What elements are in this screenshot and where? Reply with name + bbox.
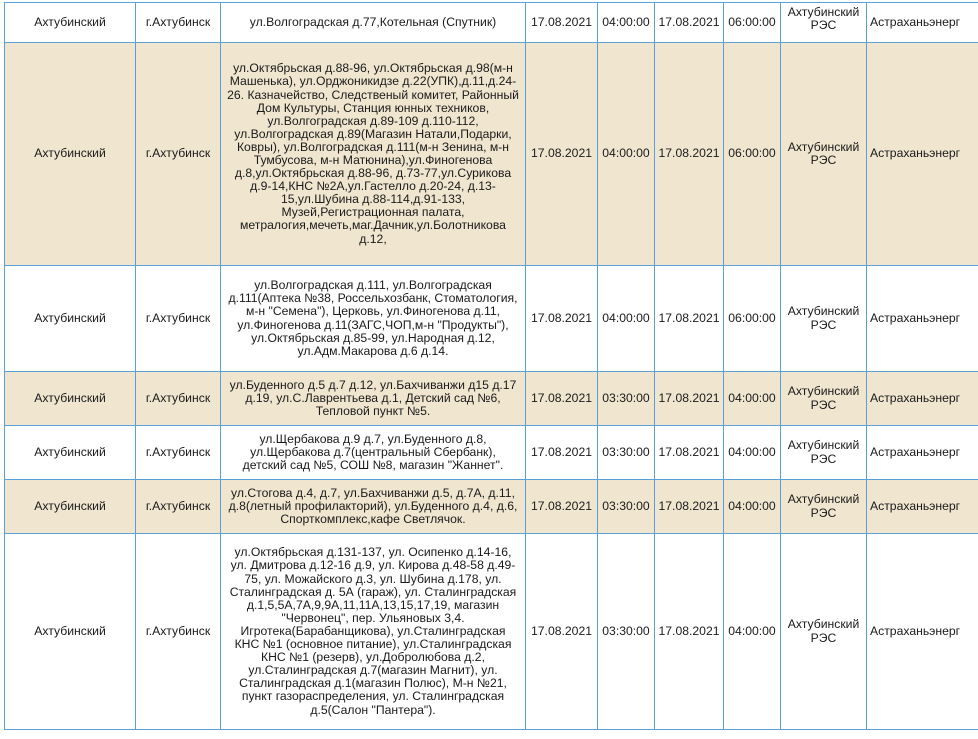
table-row: [5, 266, 978, 372]
start-date-cell: 17.08.2021: [526, 480, 598, 534]
outage-table: [4, 2, 978, 730]
district-cell: Ахтубинский: [5, 43, 136, 266]
end-date-cell: 17.08.2021: [655, 480, 724, 534]
organization-cell: Астраханьэнерг: [867, 372, 978, 426]
address-cell: ул.Октябрьская д.88-96, ул.Октябрьская д.98(м-н Машенька), ул.Орджоникидзе д.22(УПК),д.11,д.24-26. Казначейство, Следственый комитет, Районный Дом Культуры, Станция юнных техников, ул.Волгоградская д.89-109 д.110-112, ул.Волгоградская д.89(Магазин Натали,Подарки, Ковры), ул.Волгоградская д.111(м-н Зенина, м-н Тумбусова, м-н Матюнина),ул.Финогенова д.8,ул.Октябрьская д.88-96, д.73-77,ул.Сурикова д.9-14,КНС №2А,ул.Гастелло д.20-24, д.13-15,ул.Шубина д.88-114,д.91-133, Музей,Регистрационная палата, метралогия,мечеть,маг.Дачник,ул.Болотникова д.12,: [221, 43, 526, 266]
start-date-cell: 17.08.2021: [526, 3, 598, 43]
town-cell: г.Ахтубинск: [136, 534, 221, 730]
start-date-cell: 17.08.2021: [526, 426, 598, 480]
start-time-cell: 04:00:00: [598, 43, 655, 266]
table-row: [5, 534, 978, 730]
start-time-cell: 03:30:00: [598, 426, 655, 480]
end-time-cell: 04:00:00: [724, 480, 781, 534]
district-cell: Ахтубинский: [5, 3, 136, 43]
end-time-cell: 04:00:00: [724, 534, 781, 730]
table-row: [5, 43, 978, 266]
address-cell: ул.Волгоградская д.111, ул.Волгоградская д.111(Аптека №38, Россельхозбанк, Стоматология, м-н "Семена"), Церковь, ул.Финогенова д.11, ул.Финогенова д.11(ЗАГС,ЧОП,м-н "Продукты"), ул.Октябрьская д.85-99, ул.Народная д.12, ул.Адм.Макарова д.6 д.14.: [221, 266, 526, 372]
table-row: [5, 372, 978, 426]
town-cell: г.Ахтубинск: [136, 372, 221, 426]
end-time-cell: 04:00:00: [724, 426, 781, 480]
end-date-cell: 17.08.2021: [655, 372, 724, 426]
res-cell: Ахтубинский РЭС: [781, 266, 867, 372]
end-date-cell: 17.08.2021: [655, 266, 724, 372]
res-cell: Ахтубинский РЭС: [781, 426, 867, 480]
res-cell: Ахтубинский РЭС: [781, 3, 867, 43]
res-cell: Ахтубинский РЭС: [781, 534, 867, 730]
organization-cell: Астраханьэнерг: [867, 266, 978, 372]
organization-cell: Астраханьэнерг: [867, 43, 978, 266]
end-time-cell: 06:00:00: [724, 3, 781, 43]
table-row: [5, 3, 978, 43]
town-cell: г.Ахтубинск: [136, 480, 221, 534]
res-cell: Ахтубинский РЭС: [781, 43, 867, 266]
district-cell: Ахтубинский: [5, 480, 136, 534]
start-time-cell: 03:30:00: [598, 534, 655, 730]
end-time-cell: 04:00:00: [724, 372, 781, 426]
end-date-cell: 17.08.2021: [655, 43, 724, 266]
address-cell: ул.Стогова д.4, д.7, ул.Бахчиванжи д.5, д.7А, д.11, д.8(летный профилакторий), ул.Буденного д.4, д.6, Спорткомплекс,кафе Светлячок.: [221, 480, 526, 534]
town-cell: г.Ахтубинск: [136, 43, 221, 266]
start-time-cell: 03:30:00: [598, 372, 655, 426]
organization-cell: Астраханьэнерг: [867, 426, 978, 480]
address-cell: ул.Октябрьская д.131-137, ул. Осипенко д.14-16, ул. Дмитрова д.12-16 д.9, ул. Кирова д.48-58 д.49-75, ул. Можайского д.3, ул. Шубина д.178, ул. Сталинградская д. 5А (гараж), ул. Сталинградская д.1,5,5А,7А,9,9А,11,11А,13,15,17,19, магазин "Червонец", пер. Ульяновых 3,4. Игротека(Барабанщикова), ул.Сталинградская КНС №1 (основное питание), ул.Сталинградская КНС №1 (резерв), ул.Добролюбова д.2, ул.Сталинградская д.7(магазин Магнит), ул. Сталинградская д.1(магазин Полюс), М-н №21, пункт газораспределения, ул. Сталинградская д.5(Салон "Пантера").: [221, 534, 526, 730]
end-date-cell: 17.08.2021: [655, 534, 724, 730]
start-time-cell: 04:00:00: [598, 266, 655, 372]
address-cell: ул.Буденного д.5 д.7 д.12, ул.Бахчиванжи д15 д.17 д.19, ул.С.Лаврентьева д.1, Детский сад №6, Тепловой пункт №5.: [221, 372, 526, 426]
end-time-cell: 06:00:00: [724, 43, 781, 266]
address-cell: ул.Волгоградская д.77,Котельная (Спутник): [221, 3, 526, 43]
district-cell: Ахтубинский: [5, 534, 136, 730]
end-time-cell: 06:00:00: [724, 266, 781, 372]
start-time-cell: 03:30:00: [598, 480, 655, 534]
start-date-cell: 17.08.2021: [526, 534, 598, 730]
start-date-cell: 17.08.2021: [526, 372, 598, 426]
start-date-cell: 17.08.2021: [526, 266, 598, 372]
district-cell: Ахтубинский: [5, 372, 136, 426]
organization-cell: Астраханьэнерг: [867, 480, 978, 534]
end-date-cell: 17.08.2021: [655, 3, 724, 43]
town-cell: г.Ахтубинск: [136, 266, 221, 372]
table-row: [5, 480, 978, 534]
town-cell: г.Ахтубинск: [136, 426, 221, 480]
end-date-cell: 17.08.2021: [655, 426, 724, 480]
district-cell: Ахтубинский: [5, 426, 136, 480]
town-cell: г.Ахтубинск: [136, 3, 221, 43]
district-cell: Ахтубинский: [5, 266, 136, 372]
res-cell: Ахтубинский РЭС: [781, 480, 867, 534]
organization-cell: Астраханьэнерг: [867, 534, 978, 730]
res-cell: Ахтубинский РЭС: [781, 372, 867, 426]
table-row: [5, 426, 978, 480]
address-cell: ул.Щербакова д.9 д.7, ул.Буденного д.8, ул.Щербакова д.7(центральный Сбербанк), детский сад №5, СОШ №8, магазин "Жаннет".: [221, 426, 526, 480]
start-time-cell: 04:00:00: [598, 3, 655, 43]
start-date-cell: 17.08.2021: [526, 43, 598, 266]
organization-cell: Астраханьэнерг: [867, 3, 978, 43]
